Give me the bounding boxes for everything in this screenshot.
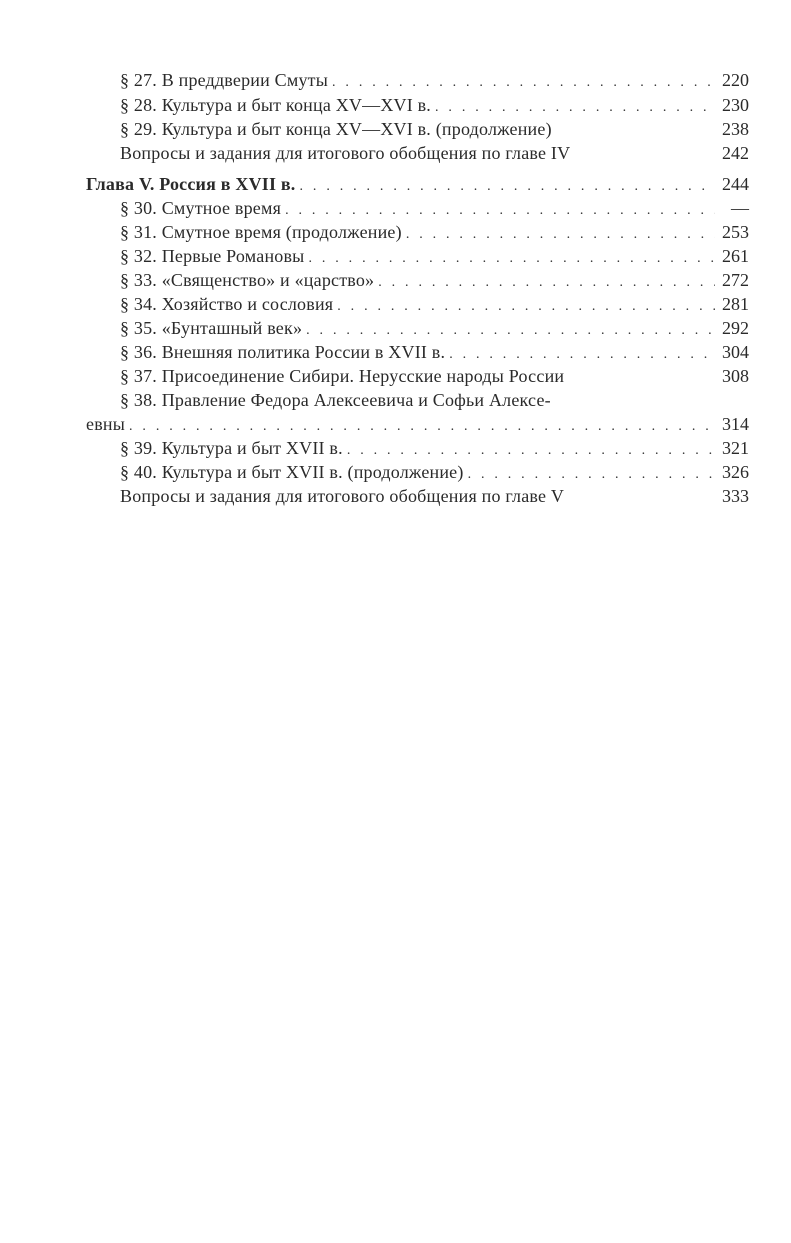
toc-chapter-v: [86, 172, 749, 196]
dot-leader: [435, 93, 715, 120]
toc-entry-page: 238: [722, 119, 749, 139]
toc-entry-page: 314: [722, 414, 749, 434]
toc-entry-title: Вопросы и задания для итогового обобщения по главе IV: [120, 143, 571, 163]
toc-entry-38-continuation: [86, 412, 749, 436]
toc-entry-31: [120, 220, 749, 244]
toc-entry-38: [120, 388, 749, 412]
toc-entry-35: [120, 316, 749, 340]
toc-entry-page: 253: [722, 222, 749, 242]
toc-entry-title: евны: [86, 414, 126, 434]
toc-entry-28: [120, 93, 749, 117]
toc-entry-title: § 32. Первые Романовы: [120, 246, 305, 266]
toc-entry-title: § 35. «Бунташный век»: [120, 318, 303, 338]
toc-entry-questions-v: [120, 484, 749, 508]
dot-leader: [347, 436, 715, 463]
toc-entry-title: § 31. Смутное время (продолжение): [120, 222, 402, 242]
toc-entry-page: 333: [722, 486, 749, 506]
dot-leader: [129, 412, 715, 439]
toc-entry-title: § 29. Культура и быт конца XV—XVI в. (продолжение): [120, 119, 552, 139]
toc-entry-page: 326: [722, 462, 749, 482]
toc-entry-title: § 37. Присоединение Сибири. Нерусские народы России: [120, 366, 565, 386]
toc-entry-page: 308: [722, 366, 749, 386]
toc-entry-page: —: [731, 198, 749, 218]
toc-entry-title: § 28. Культура и быт конца XV—XVI в.: [120, 95, 432, 115]
toc-entry-36: [120, 340, 749, 364]
toc-entry-page: 261: [722, 246, 749, 266]
toc-entry-title: § 30. Смутное время: [120, 198, 282, 218]
toc-entry-27: [120, 68, 749, 92]
chapter-title: Глава V. Россия в XVII в.: [86, 174, 296, 194]
toc-entry-page: 242: [722, 143, 749, 163]
toc-entry-32: [120, 244, 749, 268]
toc-entry-page: 304: [722, 342, 749, 362]
toc-entry-33: [120, 268, 749, 292]
toc-entry-title: § 40. Культура и быт XVII в. (продолжение): [120, 462, 464, 482]
dot-leader: [406, 220, 715, 247]
dot-leader: [285, 196, 715, 223]
toc-entry-page: 272: [722, 270, 749, 290]
toc-entry-title: Вопросы и задания для итогового обобщения по главе V: [120, 486, 565, 506]
toc-entry-34: [120, 292, 749, 316]
toc-entry-title: § 38. Правление Федора Алексеевича и Софьи Алексе-: [120, 390, 551, 410]
dot-leader: [308, 244, 715, 271]
toc-entry-37: [120, 364, 749, 388]
dot-leader: [306, 316, 715, 343]
toc-entry-39: [120, 436, 749, 460]
dot-leader: [378, 268, 715, 295]
chapter-page: 244: [722, 174, 749, 194]
toc-entry-page: 281: [722, 294, 749, 314]
toc-entry-40: [120, 460, 749, 484]
toc-entry-page: 220: [722, 70, 749, 90]
dot-leader: [332, 68, 715, 95]
toc-entry-30: [120, 196, 749, 220]
toc-entry-title: § 33. «Священство» и «царство»: [120, 270, 375, 290]
toc-entry-questions-iv: [120, 141, 749, 165]
toc-entry-page: 321: [722, 438, 749, 458]
toc-entry-29: [120, 117, 749, 141]
toc-entry-page: 230: [722, 95, 749, 115]
dot-leader: [337, 292, 715, 319]
toc-entry-title: § 34. Хозяйство и сословия: [120, 294, 334, 314]
toc-entry-page: 292: [722, 318, 749, 338]
dot-leader: [468, 460, 715, 487]
dot-leader: [300, 172, 715, 199]
toc-entry-title: § 39. Культура и быт XVII в.: [120, 438, 343, 458]
toc-entry-title: § 27. В преддверии Смуты: [120, 70, 329, 90]
dot-leader: [449, 340, 715, 367]
toc-entry-title: § 36. Внешняя политика России в XVII в.: [120, 342, 446, 362]
